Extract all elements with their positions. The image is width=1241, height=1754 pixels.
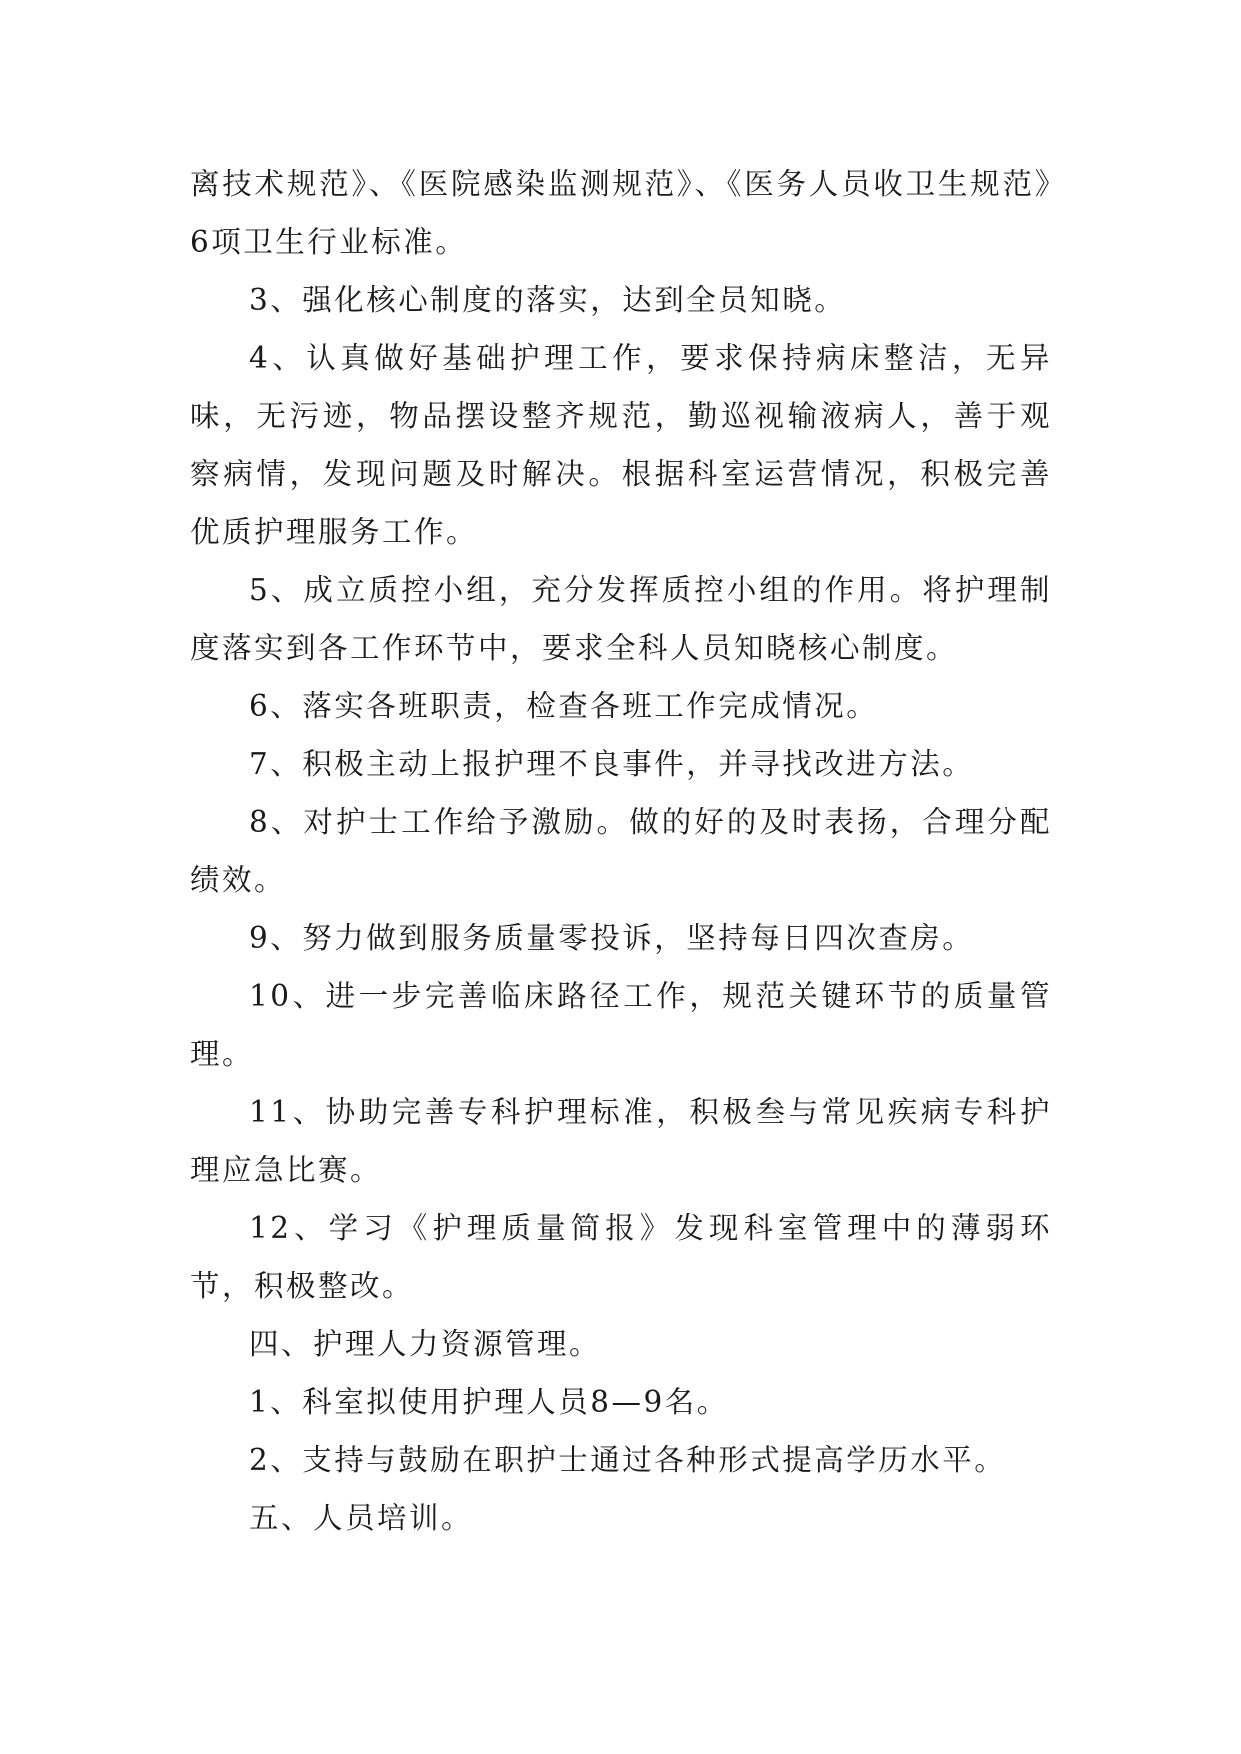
paragraph-item-10: 10、进一步完善临床路径工作，规范关键环节的质量管理。 <box>190 979 1052 1071</box>
paragraph-item-9: 9、努力做到服务质量零投诉，坚持每日四次查房。 <box>249 921 975 955</box>
paragraph-item-3: 3、强化核心制度的落实，达到全员知晓。 <box>249 283 847 317</box>
paragraph-continuation: 离技术规范》、《医院感染监测规范》、《医务人员收卫生规范》6项卫生行业标准。 <box>190 167 1052 259</box>
paragraph-subitem-1: 1、科室拟使用护理人员8—9名。 <box>249 1385 729 1419</box>
section-heading-4: 四、护理人力资源管理。 <box>249 1327 602 1361</box>
paragraph-item-11: 11、协助完善专科护理标准，积极叁与常见疾病专科护理应急比赛。 <box>190 1095 1052 1187</box>
document-body <box>190 155 1052 1547</box>
paragraph-item-8: 8、对护士工作给予激励。做的好的及时表扬，合理分配绩效。 <box>190 805 1052 897</box>
paragraph-item-6: 6、落实各班职责，检查各班工作完成情况。 <box>249 689 879 723</box>
paragraph-item-4: 4、认真做好基础护理工作，要求保持病床整洁，无异味，无污迹，物品摆设整齐规范，勤巡视输液病人，善于观察病情，发现问题及时解决。根据科室运营情况，积极完善优质护理服务工作。 <box>190 341 1052 549</box>
paragraph-subitem-2: 2、支持与鼓励在职护士通过各种形式提高学历水平。 <box>249 1443 1007 1477</box>
paragraph-item-7: 7、积极主动上报护理不良事件，并寻找改进方法。 <box>249 747 975 781</box>
paragraph-item-12: 12、学习《护理质量简报》发现科室管理中的薄弱环节，积极整改。 <box>190 1211 1052 1303</box>
paragraph-item-5: 5、成立质控小组，充分发挥质控小组的作用。将护理制度落实到各工作环节中，要求全科人员知晓核心制度。 <box>190 573 1052 665</box>
section-heading-5: 五、人员培训。 <box>249 1501 474 1535</box>
